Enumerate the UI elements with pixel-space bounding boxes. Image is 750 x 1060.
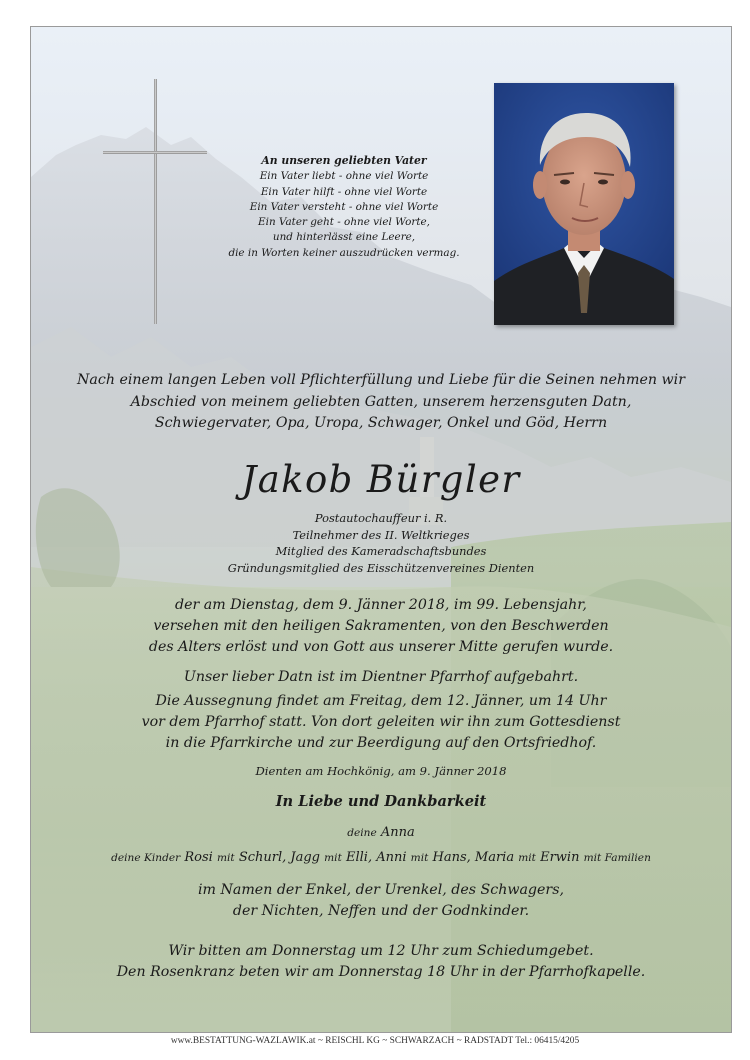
deceased-titles	[31, 510, 731, 576]
child-name: Anni	[376, 850, 407, 865]
join-word: mit	[410, 852, 429, 864]
verse-line: Ein Vater liebt - ohne viel Worte	[259, 170, 429, 183]
memorial-verse	[199, 153, 489, 261]
children-line: deine Kinder Rosi mit Schurl, Jagg mit Elli, Anni mit Hans, Maria mit Erwin mit Familien	[111, 850, 651, 865]
child-name: Rosi	[184, 850, 213, 865]
child-name: Jagg	[290, 850, 320, 865]
verse-line: die in Worten keiner auszudrücken vermag.	[228, 246, 460, 259]
place-and-date: Dienten am Hochkönig, am 9. Jänner 2018	[255, 764, 507, 778]
family-line: im Namen der Enkel, der Urenkel, des Schwagers,	[197, 882, 564, 898]
ceremony-line: vor dem Pfarrhof statt. Von dort geleiten wir ihn zum Gottesdienst	[141, 714, 621, 731]
ceremony-notice	[31, 691, 731, 755]
ceremony-line: Die Aussegnung findet am Freitag, dem 12. Jänner, um 14 Uhr	[155, 693, 607, 709]
prayer-line: Wir bitten am Donnerstag um 12 Uhr zum Schiedumgebet.	[168, 943, 594, 959]
ceremony-line: in die Pfarrkirche und zur Beerdigung auf den Ortsfriedhof.	[165, 735, 597, 752]
family-names	[31, 880, 731, 922]
children-prefix: deine Kinder	[111, 852, 181, 864]
title-line: Gründungsmitglied des Eisschützenvereines Dienten	[227, 560, 535, 575]
intro-line: Abschied von meinem geliebten Gatten, unserem herzensguten Datn,	[130, 393, 632, 410]
verse-line: Ein Vater versteht - ohne viel Worte	[249, 200, 439, 213]
partner-name: Erwin	[540, 850, 580, 865]
death-notice	[31, 595, 731, 659]
laid-out-notice: Unser lieber Datn ist im Dientner Pfarrhof aufgebahrt.	[183, 669, 579, 685]
verse-line: und hinterlässt eine Leere,	[272, 231, 416, 244]
verse-title: An unseren geliebten Vater	[261, 154, 427, 167]
partner-name: Elli	[345, 850, 368, 865]
death-notice-line: des Alters erlöst und von Gott aus unserer Mitte gerufen wurde.	[148, 639, 614, 656]
portrait-photo	[494, 83, 674, 325]
cross-icon-beam	[103, 151, 207, 154]
title-line: Teilnehmer des II. Weltkrieges	[292, 527, 470, 542]
funeral-home-footer: www.BESTATTUNG-WAZLAWIK.at ~ REISCHL KG ~ SCHWARZACH ~ RADSTADT Tel.: 06415/4205	[170, 1036, 580, 1046]
intro-line: Nach einem langen Leben voll Pflichterfüllung und Liebe für die Seinen nehmen wir	[77, 372, 685, 388]
prayer-notice	[31, 941, 731, 983]
intro-line: Schwiegervater, Opa, Uropa, Schwager, Onkel und Göd, Herrn	[154, 415, 608, 431]
cross-icon	[154, 79, 157, 324]
widow-line	[31, 824, 731, 842]
title-line: Mitglied des Kameradschaftsbundes	[275, 544, 487, 558]
widow-name: Anna	[380, 825, 415, 840]
partner-name: Schurl	[238, 850, 283, 865]
partner-name: Hans	[432, 850, 467, 865]
death-notice-line: der am Dienstag, dem 9. Jänner 2018, im 99. Lebensjahr,	[175, 597, 587, 613]
child-name: Maria	[474, 850, 515, 865]
join-word: mit	[518, 852, 536, 864]
obituary-card	[30, 26, 732, 1033]
closing-phrase: In Liebe und Dankbarkeit	[275, 793, 487, 810]
prayer-line: Den Rosenkranz beten wir am Donnerstag 18 Uhr in der Pfarrhofkapelle.	[116, 964, 646, 981]
title-line: Postautochauffeur i. R.	[314, 511, 448, 525]
join-word: mit	[216, 852, 235, 864]
widow-prefix: deine	[347, 827, 377, 839]
deceased-name: Jakob Bürgler	[241, 458, 521, 501]
family-line: der Nichten, Neffen und der Godnkinder.	[232, 903, 530, 920]
verse-line: Ein Vater geht - ohne viel Worte,	[258, 216, 430, 229]
death-notice-line: versehen mit den heiligen Sakramenten, von den Beschwerden	[153, 618, 609, 635]
children-suffix: mit Familien	[583, 852, 651, 864]
intro-text	[31, 370, 731, 435]
verse-line: Ein Vater hilft - ohne viel Worte	[260, 185, 428, 198]
join-word: mit	[324, 852, 342, 864]
